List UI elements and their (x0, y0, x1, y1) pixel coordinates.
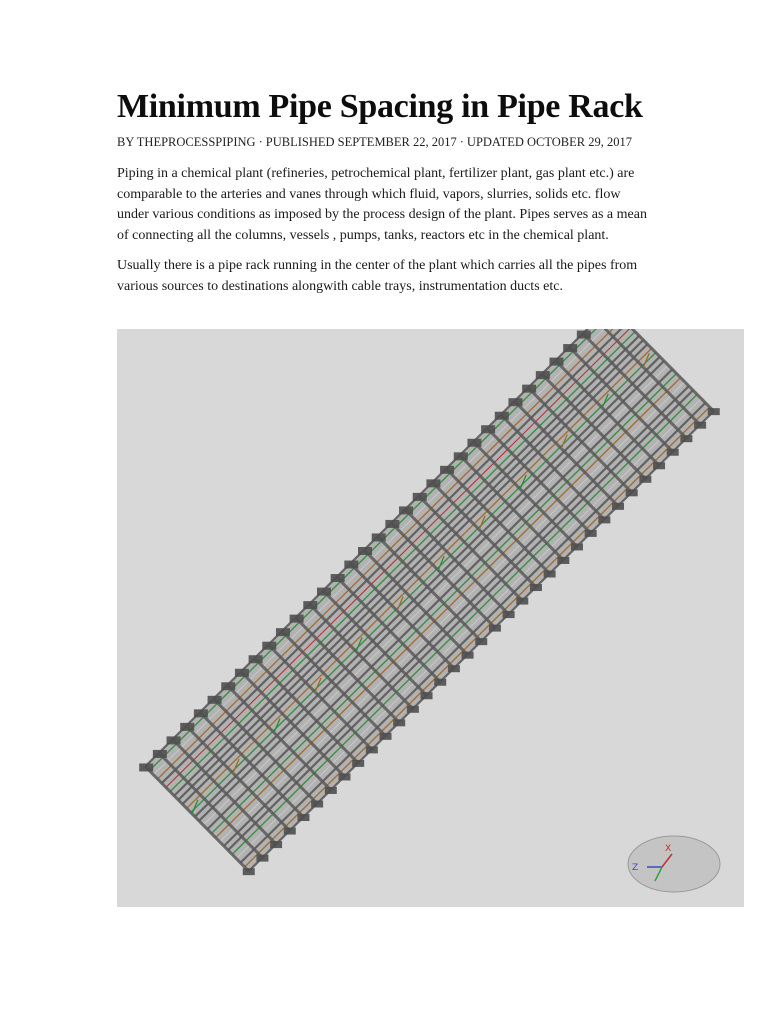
rack-footing (434, 679, 446, 686)
pipe-rack-image (117, 329, 744, 907)
rack-footing (557, 557, 569, 564)
rack-footing (297, 814, 309, 821)
axis-gizmo (628, 836, 720, 892)
rack-footing (544, 570, 556, 577)
rack-footing (399, 506, 413, 514)
rack-footing (639, 476, 651, 483)
rack-footing (563, 344, 577, 352)
rack-footing (626, 489, 638, 496)
rack-footing (536, 371, 550, 379)
rack-footing (344, 561, 358, 569)
rack-footing (413, 493, 427, 501)
rack-footing (522, 385, 536, 393)
rack-footing (653, 462, 665, 469)
rack-footing (235, 669, 249, 677)
rack-footing (426, 479, 440, 487)
rack-footing (153, 750, 167, 758)
rack-footing (475, 638, 487, 645)
rack-footing (421, 692, 433, 699)
rack-footing (221, 682, 235, 690)
rack-footing (352, 760, 364, 767)
article (117, 86, 744, 297)
axis-x-label: X (665, 844, 672, 854)
rack-footing (495, 412, 509, 420)
rack-footing (358, 547, 372, 555)
rack-footing (393, 719, 405, 726)
rack-footing (372, 533, 386, 541)
rack-footing (571, 543, 583, 550)
rack-footing (549, 358, 563, 366)
rack-footing (249, 655, 263, 663)
byline-published: PUBLISHED SEPTEMBER 22, 2017 (265, 135, 457, 149)
rack-footing (577, 331, 591, 339)
byline-author[interactable]: BY THEPROCESSPIPING (117, 135, 256, 149)
rack-footing (311, 800, 323, 807)
rack-footing (303, 601, 317, 609)
rack-footing (331, 574, 345, 582)
rack-footing (256, 855, 268, 862)
rack-footing (680, 435, 692, 442)
rack-footing (385, 520, 399, 528)
rack-footing (454, 452, 468, 460)
rack-footing (481, 425, 495, 433)
rack-footing (276, 628, 290, 636)
rack-footing (694, 422, 706, 429)
rack-footing (180, 723, 194, 731)
rack-footing (338, 773, 350, 780)
rack-footing (516, 598, 528, 605)
rack-footing (467, 439, 481, 447)
byline (117, 134, 744, 150)
rack-footing (585, 530, 597, 537)
axis-z-label: Z (632, 863, 639, 873)
rack-footing (489, 625, 501, 632)
rack-footing (243, 868, 255, 875)
rack-footing (440, 466, 454, 474)
byline-updated: UPDATED OCTOBER 29, 2017 (466, 135, 632, 149)
rack-footing (208, 696, 222, 704)
pipe-rack-drawing (117, 329, 744, 907)
rack-footing (667, 449, 679, 456)
rack-footing (284, 828, 296, 835)
rack-footing (407, 706, 419, 713)
rack-footing (325, 787, 337, 794)
rack-footing (262, 642, 276, 650)
rack-footing (366, 746, 378, 753)
rack-footing (508, 398, 522, 406)
rack-footing (270, 841, 282, 848)
byline-separator: · (459, 135, 464, 149)
page-title: Minimum Pipe Spacing in Pipe Rack (117, 88, 643, 125)
rack-footing (317, 588, 331, 596)
rack-footing (612, 503, 624, 510)
rack-footing (503, 611, 515, 618)
rack-footing (448, 665, 460, 672)
article-paragraph: Piping in a chemical plant (refineries, petrochemical plant, fertilizer plant, gas plant etc.) are comparable to the arteries and vanes through which fluid, vapors, slurries, solids etc. flow under various conditions as imposed by the process design of the plant. Pipes serves as a mean of connecting all the columns, vessels , pumps, tanks, reactors etc in the chemical plant. (117, 166, 647, 243)
rack-footing (462, 652, 474, 659)
rack-footing (290, 615, 304, 623)
rack-footing (139, 763, 153, 771)
rack-footing (167, 736, 181, 744)
rack-footing (380, 733, 392, 740)
byline-separator: · (258, 135, 263, 149)
rack-footing (530, 584, 542, 591)
rack-footing (194, 709, 208, 717)
rack-footing (708, 408, 720, 415)
article-paragraph: Usually there is a pipe rack running in the center of the plant which carries all the pipes from various sources to destinations alongwith cable trays, instrumentation ducts etc. (117, 258, 638, 294)
rack-footing (598, 516, 610, 523)
